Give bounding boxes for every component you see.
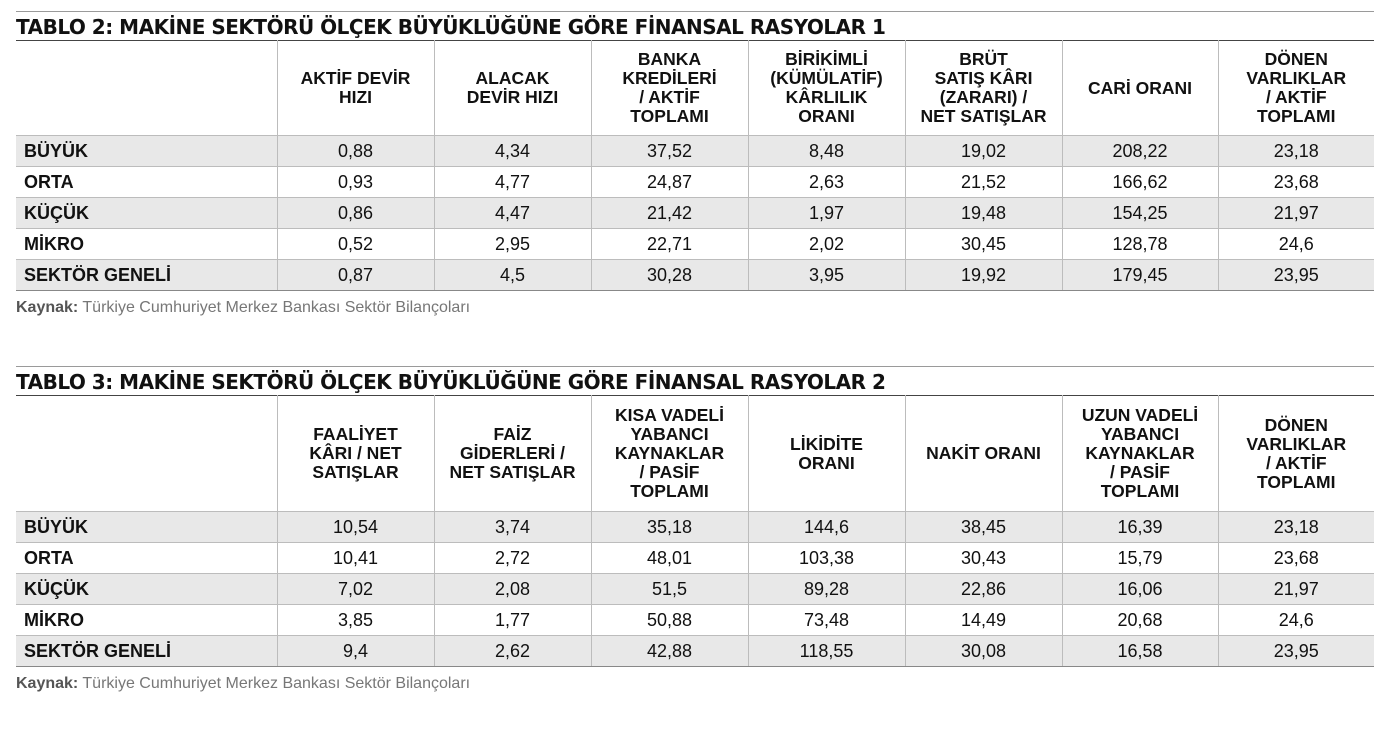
table-cell: 3,85 bbox=[277, 605, 434, 636]
table-cell: 35,18 bbox=[591, 512, 748, 543]
table-cell: 179,45 bbox=[1062, 260, 1218, 291]
table-cell: 21,42 bbox=[591, 198, 748, 229]
header-cell: FAALİYET KÂRI / NET SATIŞLAR bbox=[277, 396, 434, 512]
table-cell: 2,72 bbox=[434, 543, 591, 574]
header-cell: CARİ ORANI bbox=[1062, 41, 1218, 136]
table-cell: 16,39 bbox=[1062, 512, 1218, 543]
financial-ratios-table bbox=[16, 395, 1374, 667]
row-label: SEKTÖR GENELİ bbox=[16, 636, 277, 667]
table-cell: 1,77 bbox=[434, 605, 591, 636]
source-text: Türkiye Cumhuriyet Merkez Bankası Sektör Bilançoları bbox=[78, 675, 471, 692]
table-cell: 0,87 bbox=[277, 260, 434, 291]
header-cell: FAİZ GİDERLERİ / NET SATIŞLAR bbox=[434, 396, 591, 512]
table-row bbox=[16, 229, 1374, 260]
source-label: Kaynak: bbox=[16, 299, 79, 316]
table-row bbox=[16, 512, 1374, 543]
table-cell: 23,95 bbox=[1218, 636, 1374, 667]
table-cell: 16,58 bbox=[1062, 636, 1218, 667]
row-label: KÜÇÜK bbox=[16, 574, 277, 605]
row-label: BÜYÜK bbox=[16, 136, 277, 167]
table-cell: 0,86 bbox=[277, 198, 434, 229]
table-cell: 21,97 bbox=[1218, 198, 1374, 229]
row-label: MİKRO bbox=[16, 605, 277, 636]
table-cell: 22,86 bbox=[905, 574, 1062, 605]
table-cell: 208,22 bbox=[1062, 136, 1218, 167]
header-cell: DÖNEN VARLIKLAR / AKTİF TOPLAMI bbox=[1218, 41, 1374, 136]
table-cell: 128,78 bbox=[1062, 229, 1218, 260]
table-row bbox=[16, 543, 1374, 574]
table-cell: 42,88 bbox=[591, 636, 748, 667]
table-cell: 51,5 bbox=[591, 574, 748, 605]
table-row bbox=[16, 636, 1374, 667]
table-row bbox=[16, 574, 1374, 605]
table-cell: 0,88 bbox=[277, 136, 434, 167]
table-cell: 154,25 bbox=[1062, 198, 1218, 229]
table-cell: 23,68 bbox=[1218, 167, 1374, 198]
table-cell: 24,87 bbox=[591, 167, 748, 198]
table-cell: 37,52 bbox=[591, 136, 748, 167]
row-label: KÜÇÜK bbox=[16, 198, 277, 229]
table-cell: 14,49 bbox=[905, 605, 1062, 636]
table-cell: 19,92 bbox=[905, 260, 1062, 291]
header-cell: BANKA KREDİLERİ / AKTİF TOPLAMI bbox=[591, 41, 748, 136]
header-cell: NAKİT ORANI bbox=[905, 396, 1062, 512]
table-cell: 3,74 bbox=[434, 512, 591, 543]
source-note bbox=[16, 297, 1374, 319]
table-cell: 4,77 bbox=[434, 167, 591, 198]
header-cell: BRÜT SATIŞ KÂRI (ZARARI) / NET SATIŞLAR bbox=[905, 41, 1062, 136]
table-cell: 30,45 bbox=[905, 229, 1062, 260]
table-cell: 22,71 bbox=[591, 229, 748, 260]
financial-ratios-table bbox=[16, 40, 1374, 291]
source-note bbox=[16, 673, 1374, 695]
table-cell: 10,54 bbox=[277, 512, 434, 543]
table-cell: 4,34 bbox=[434, 136, 591, 167]
source-label: Kaynak: bbox=[16, 675, 79, 692]
table-cell: 30,43 bbox=[905, 543, 1062, 574]
table-cell: 0,52 bbox=[277, 229, 434, 260]
table-cell: 1,97 bbox=[748, 198, 905, 229]
table-cell: 8,48 bbox=[748, 136, 905, 167]
table-cell: 23,95 bbox=[1218, 260, 1374, 291]
table-cell: 103,38 bbox=[748, 543, 905, 574]
table-cell: 23,68 bbox=[1218, 543, 1374, 574]
table-cell: 2,62 bbox=[434, 636, 591, 667]
table-row bbox=[16, 260, 1374, 291]
table-cell: 24,6 bbox=[1218, 605, 1374, 636]
table-cell: 23,18 bbox=[1218, 512, 1374, 543]
table-cell: 23,18 bbox=[1218, 136, 1374, 167]
table-cell: 2,95 bbox=[434, 229, 591, 260]
table-cell: 9,4 bbox=[277, 636, 434, 667]
table-cell: 20,68 bbox=[1062, 605, 1218, 636]
table-cell: 21,97 bbox=[1218, 574, 1374, 605]
table-cell: 7,02 bbox=[277, 574, 434, 605]
table-row bbox=[16, 198, 1374, 229]
header-cell: KISA VADELİ YABANCI KAYNAKLAR / PASİF TOPLAMI bbox=[591, 396, 748, 512]
table-cell: 16,06 bbox=[1062, 574, 1218, 605]
table-row bbox=[16, 605, 1374, 636]
header-cell: UZUN VADELİ YABANCI KAYNAKLAR / PASİF TOPLAMI bbox=[1062, 396, 1218, 512]
header-cell: ALACAK DEVİR HIZI bbox=[434, 41, 591, 136]
table-title: TABLO 3: MAKİNE SEKTÖRÜ ÖLÇEK BÜYÜKLÜĞÜNE GÖRE FİNANSAL RASYOLAR 2 bbox=[16, 370, 886, 394]
table-cell: 4,5 bbox=[434, 260, 591, 291]
table-cell: 21,52 bbox=[905, 167, 1062, 198]
table-row bbox=[16, 136, 1374, 167]
table-cell: 2,08 bbox=[434, 574, 591, 605]
header-cell: BİRİKİMLİ (KÜMÜLATİF) KÂRLILIK ORANI bbox=[748, 41, 905, 136]
table-cell: 166,62 bbox=[1062, 167, 1218, 198]
row-label: ORTA bbox=[16, 543, 277, 574]
row-label: SEKTÖR GENELİ bbox=[16, 260, 277, 291]
table-cell: 30,08 bbox=[905, 636, 1062, 667]
row-label: ORTA bbox=[16, 167, 277, 198]
table-cell: 2,63 bbox=[748, 167, 905, 198]
table-cell: 30,28 bbox=[591, 260, 748, 291]
table-cell: 4,47 bbox=[434, 198, 591, 229]
table-cell: 10,41 bbox=[277, 543, 434, 574]
table-section-1 bbox=[16, 11, 1374, 319]
header-cell bbox=[16, 41, 277, 136]
table-cell: 38,45 bbox=[905, 512, 1062, 543]
header-cell: LİKİDİTE ORANI bbox=[748, 396, 905, 512]
header-cell bbox=[16, 396, 277, 512]
table-row bbox=[16, 167, 1374, 198]
table-cell: 50,88 bbox=[591, 605, 748, 636]
table-cell: 19,48 bbox=[905, 198, 1062, 229]
table-cell: 2,02 bbox=[748, 229, 905, 260]
table-cell: 118,55 bbox=[748, 636, 905, 667]
source-text: Türkiye Cumhuriyet Merkez Bankası Sektör Bilançoları bbox=[78, 299, 471, 316]
table-section-2 bbox=[16, 366, 1374, 695]
table-title: TABLO 2: MAKİNE SEKTÖRÜ ÖLÇEK BÜYÜKLÜĞÜNE GÖRE FİNANSAL RASYOLAR 1 bbox=[16, 15, 886, 39]
table-cell: 144,6 bbox=[748, 512, 905, 543]
header-cell: AKTİF DEVİR HIZI bbox=[277, 41, 434, 136]
header-cell: DÖNEN VARLIKLAR / AKTİF TOPLAMI bbox=[1218, 396, 1374, 512]
row-label: MİKRO bbox=[16, 229, 277, 260]
table-cell: 24,6 bbox=[1218, 229, 1374, 260]
table-cell: 3,95 bbox=[748, 260, 905, 291]
table-cell: 19,02 bbox=[905, 136, 1062, 167]
table-cell: 89,28 bbox=[748, 574, 905, 605]
table-cell: 0,93 bbox=[277, 167, 434, 198]
table-cell: 73,48 bbox=[748, 605, 905, 636]
table-cell: 15,79 bbox=[1062, 543, 1218, 574]
row-label: BÜYÜK bbox=[16, 512, 277, 543]
table-cell: 48,01 bbox=[591, 543, 748, 574]
